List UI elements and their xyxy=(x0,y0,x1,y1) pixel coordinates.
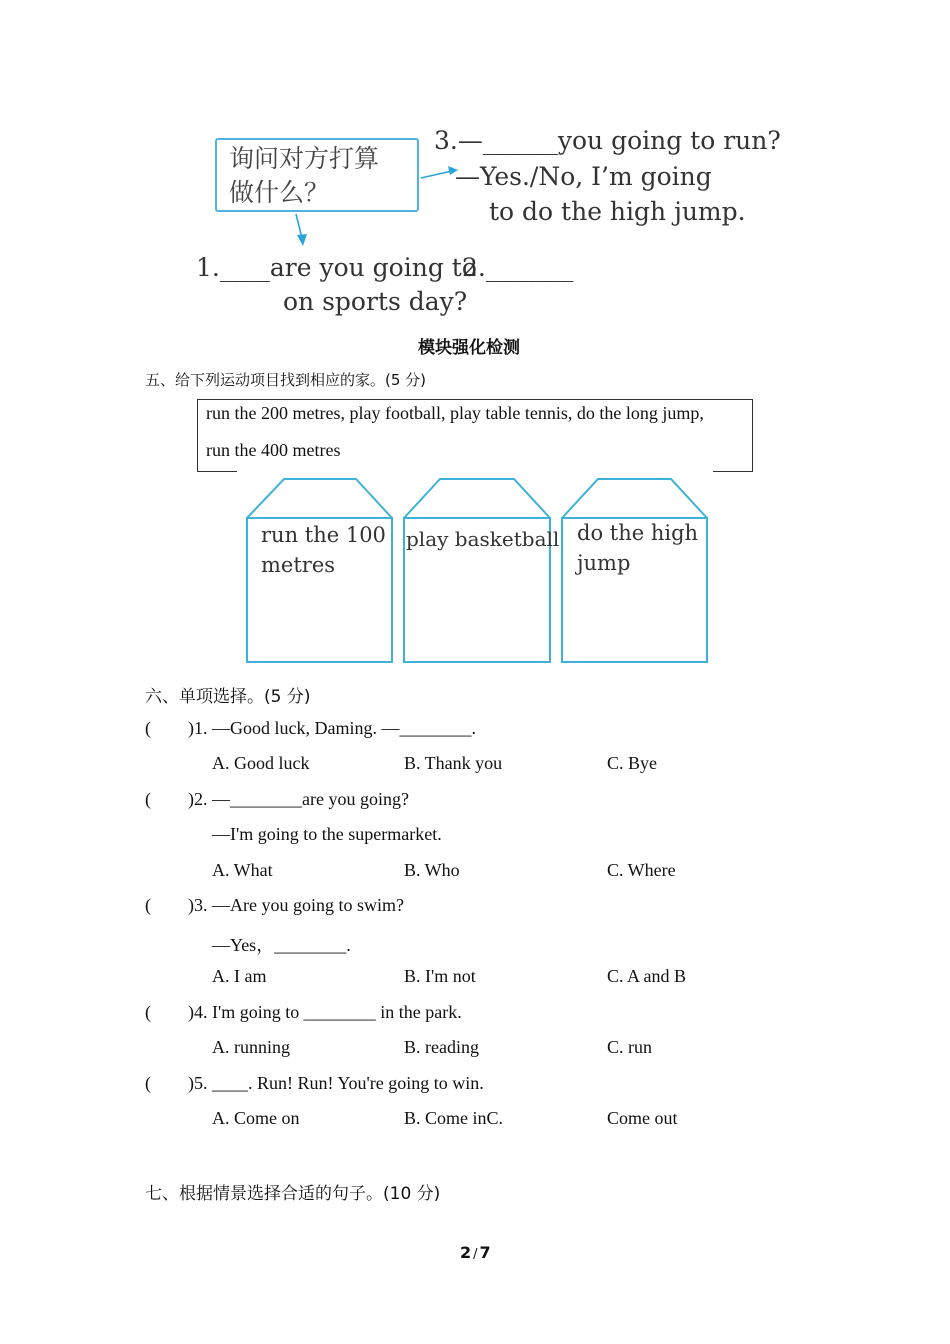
q5-paren: ( xyxy=(145,1073,151,1093)
q4-paren: ( xyxy=(145,1002,151,1022)
mindmap-topic-line2: 做什么？ xyxy=(229,178,330,207)
q3-option-c: C. A and B xyxy=(607,966,687,986)
word-bank-box xyxy=(197,399,753,472)
mindmap-q1-text: are you going to xyxy=(269,253,477,282)
q2-option-b: B. Who xyxy=(404,860,460,880)
word-bank-line1: run the 200 metres, play football, play table tennis, do the long jump, xyxy=(206,403,704,423)
mindmap-q1-number: 1. xyxy=(196,253,220,282)
q1-stem: )1. —Good luck, Daming. —________. xyxy=(188,718,476,738)
page-total: 7 xyxy=(479,1243,491,1262)
house-2-label xyxy=(406,524,559,554)
q1-option-a: A. Good luck xyxy=(212,753,310,773)
q4-option-a: A. running xyxy=(212,1037,290,1057)
house-3-line2: jump xyxy=(577,551,631,575)
house-2-outline xyxy=(404,479,550,662)
mindmap-q3-line2: —Yes./No, I’m going xyxy=(455,162,712,191)
q3-line2: —Yes，________. xyxy=(212,935,351,955)
q2-option-c: C. Where xyxy=(607,860,676,880)
mindmap-q3-line1: 3.—______you going to run? xyxy=(434,126,781,155)
module-title: 模块强化检测 xyxy=(418,338,520,358)
arrow-to-q1 xyxy=(296,214,307,246)
q2-stem: )2. —________are you going? xyxy=(188,789,409,809)
house-1-line2: metres xyxy=(261,553,336,577)
mindmap-q1-blank: ____ xyxy=(219,253,270,282)
mindmap-q2: 2._______ xyxy=(462,253,574,282)
q5-option-b: B. Come inC. xyxy=(404,1108,504,1128)
page-separator: / xyxy=(473,1247,478,1262)
mindmap-q1-line2: on sports day? xyxy=(283,287,468,316)
page-current: 2 xyxy=(460,1243,472,1262)
q1-paren: ( xyxy=(145,718,151,738)
q3-option-a: A. I am xyxy=(212,966,267,986)
house-3-label xyxy=(577,518,698,578)
q5-option-a: A. Come on xyxy=(212,1108,300,1128)
q2-line2: —I'm going to the supermarket. xyxy=(212,824,442,844)
q4-stem: )4. I'm going to ________ in the park. xyxy=(188,1002,462,1022)
q2-option-a: A. What xyxy=(212,860,273,880)
houses-drawing xyxy=(0,470,950,670)
word-bank-line2: run the 400 metres xyxy=(206,440,341,460)
q3-paren: ( xyxy=(145,895,151,915)
q3-stem: )3. —Are you going to swim? xyxy=(188,895,404,915)
house-1-label xyxy=(261,520,386,580)
section6-title: 六、单项选择。(5 分) xyxy=(145,687,311,707)
q4-option-b: B. reading xyxy=(404,1037,479,1057)
q4-option-c: C. run xyxy=(607,1037,652,1057)
q1-option-c: C. Bye xyxy=(607,753,658,773)
page-number xyxy=(460,1243,491,1262)
section5-title: 五、给下列运动项目找到相应的家。(5 分) xyxy=(145,371,427,389)
arrow-to-q3 xyxy=(421,166,458,178)
house-3-line1: do the high xyxy=(577,521,699,545)
mindmap-topic-line1: 询问对方打算 xyxy=(229,144,380,173)
q3-option-b: B. I'm not xyxy=(404,966,476,986)
house-2-line1: play basketball xyxy=(406,527,560,551)
q5-stem: )5. ____. Run! Run! You're going to win. xyxy=(188,1073,484,1093)
house-1-line1: run the 100 xyxy=(261,523,386,547)
q2-paren: ( xyxy=(145,789,151,809)
mindmap-q1-line1 xyxy=(196,253,477,282)
mindmap-q3-line3: to do the high jump. xyxy=(489,197,746,226)
q5-option-c: Come out xyxy=(607,1108,678,1128)
section7-title: 七、根据情景选择合适的句子。(10 分) xyxy=(145,1184,441,1204)
q1-option-b: B. Thank you xyxy=(404,753,503,773)
